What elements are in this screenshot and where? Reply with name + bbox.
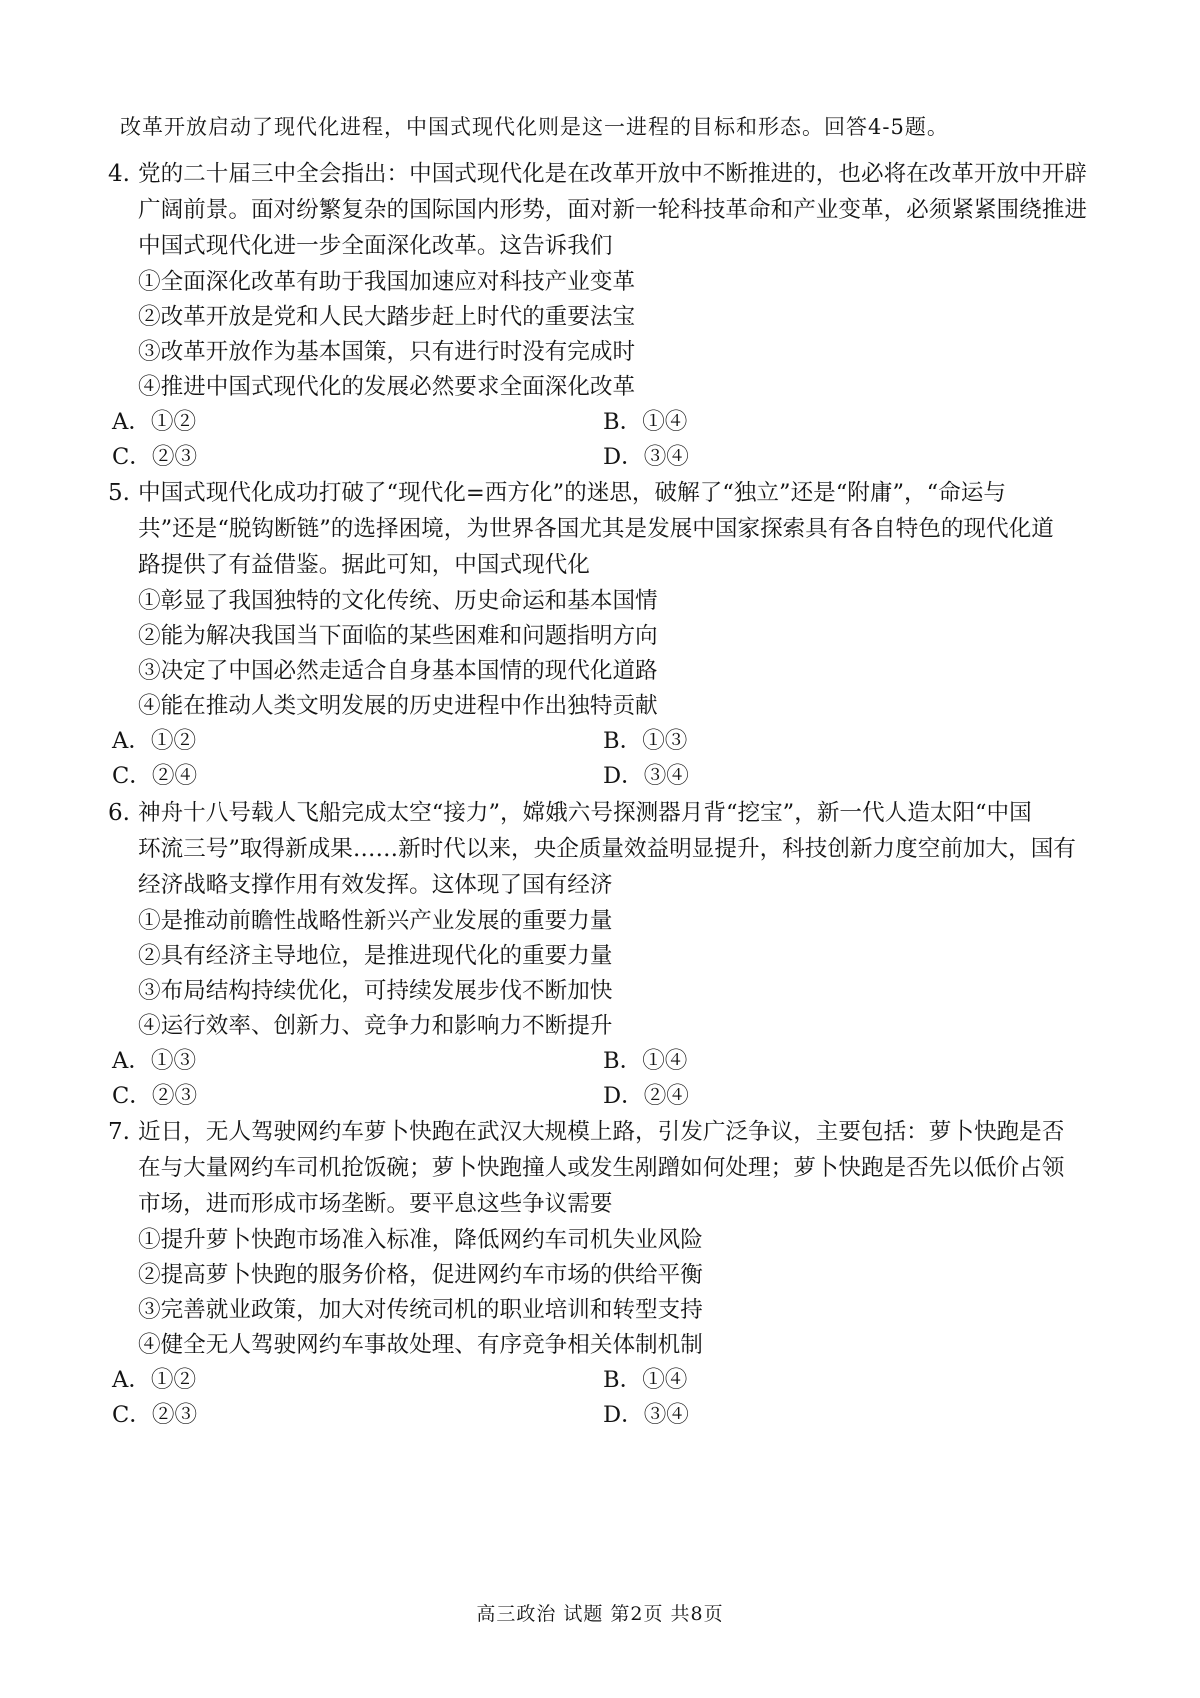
statement-1: ①彰显了我国独特的文化传统、历史命运和基本国情 (138, 588, 658, 614)
statement-4: ④健全无人驾驶网约车事故处理、有序竞争相关体制机制 (138, 1332, 703, 1358)
option-c: C．②③ (112, 1083, 198, 1109)
statement-2: ②能为解决我国当下面临的某些困难和问题指明方向 (138, 623, 658, 649)
statement-2: ②提高萝卜快跑的服务价格，促进网约车市场的供给平衡 (138, 1262, 703, 1288)
stem-line: 在与大量网约车司机抢饭碗；萝卜快跑撞人或发生剐蹭如何处理；萝卜快跑是否先以低价占领 (138, 1155, 1065, 1181)
statement-1: ①是推动前瞻性战略性新兴产业发展的重要力量 (138, 908, 613, 934)
option-d: D．③④ (603, 763, 689, 789)
question-stem (138, 1114, 1118, 1222)
option-c: C．②③ (112, 1402, 198, 1428)
stem-line: 市场，进而形成市场垄断。要平息这些争议需要 (138, 1191, 613, 1217)
stem-line: 广阔前景。面对纷繁复杂的国际国内形势，面对新一轮科技革命和产业变革，必须紧紧围绕推进 (138, 197, 1087, 223)
question-number: 5. (108, 480, 130, 506)
option-a: A．①③ (112, 1048, 197, 1074)
stem-line: 经济战略支撑作用有效发挥。这体现了国有经济 (138, 872, 613, 898)
stem-line: 路提供了有益借鉴。据此可知，中国式现代化 (138, 552, 590, 578)
statement-3: ③决定了中国必然走适合自身基本国情的现代化道路 (138, 658, 658, 684)
statement-4: ④能在推动人类文明发展的历史进程中作出独特贡献 (138, 693, 658, 719)
statement-3: ③完善就业政策，加大对传统司机的职业培训和转型支持 (138, 1297, 703, 1323)
option-c: C．②④ (112, 763, 198, 789)
option-d: D．②④ (603, 1083, 689, 1109)
option-b: B．①④ (603, 1048, 688, 1074)
statement-2: ②改革开放是党和人民大踏步赶上时代的重要法宝 (138, 304, 636, 330)
stem-line: 神舟十八号载人飞船完成太空“接力”，嫦娥六号探测器月背“挖宝”，新一代人造太阳“中国 (138, 800, 1032, 826)
option-b: B．①③ (603, 728, 688, 754)
option-a: A．①② (112, 409, 197, 435)
statement-1: ①全面深化改革有助于我国加速应对科技产业变革 (138, 269, 636, 295)
option-d: D．③④ (603, 444, 689, 470)
statement-2: ②具有经济主导地位，是推进现代化的重要力量 (138, 943, 613, 969)
question-stem (138, 156, 1118, 264)
question-number: 6. (108, 800, 130, 826)
stem-line: 党的二十届三中全会指出：中国式现代化是在改革开放中不断推进的，也必将在改革开放中开辟 (138, 161, 1087, 187)
question-stem (138, 795, 1118, 903)
stem-line: 环流三号”取得新成果……新时代以来，央企质量效益明显提升，科技创新力度空前加大，国有 (138, 836, 1076, 862)
stem-line: 近日，无人驾驶网约车萝卜快跑在武汉大规模上路，引发广泛争议，主要包括：萝卜快跑是否 (138, 1119, 1065, 1145)
stem-line: 中国式现代化进一步全面深化改革。这告诉我们 (138, 233, 613, 259)
option-d: D．③④ (603, 1402, 689, 1428)
stem-line: 共”还是“脱钩断链”的选择困境，为世界各国尤其是发展中国家探索具有各自特色的现代化道 (138, 516, 1054, 542)
statement-1: ①提升萝卜快跑市场准入标准，降低网约车司机失业风险 (138, 1227, 703, 1253)
option-b: B．①④ (603, 1367, 688, 1393)
stem-line: 中国式现代化成功打破了“现代化=西方化”的迷思，破解了“独立”还是“附庸”，“命运与 (138, 480, 1006, 506)
option-a: A．①② (112, 1367, 197, 1393)
question-number: 7. (108, 1119, 130, 1145)
page-footer: 高三政治 试题 第2页 共8页 (476, 1603, 724, 1625)
question-number: 4. (108, 161, 130, 187)
option-b: B．①④ (603, 409, 688, 435)
statement-4: ④运行效率、创新力、竞争力和影响力不断提升 (138, 1013, 613, 1039)
statement-4: ④推进中国式现代化的发展必然要求全面深化改革 (138, 374, 636, 400)
statement-3: ③布局结构持续优化，可持续发展步伐不断加快 (138, 978, 613, 1004)
section-intro: 改革开放启动了现代化进程，中国式现代化则是这一进程的目标和形态。回答4-5题。 (120, 115, 949, 139)
statement-3: ③改革开放作为基本国策，只有进行时没有完成时 (138, 339, 636, 365)
option-c: C．②③ (112, 444, 198, 470)
question-stem (138, 475, 1118, 583)
option-a: A．①② (112, 728, 197, 754)
